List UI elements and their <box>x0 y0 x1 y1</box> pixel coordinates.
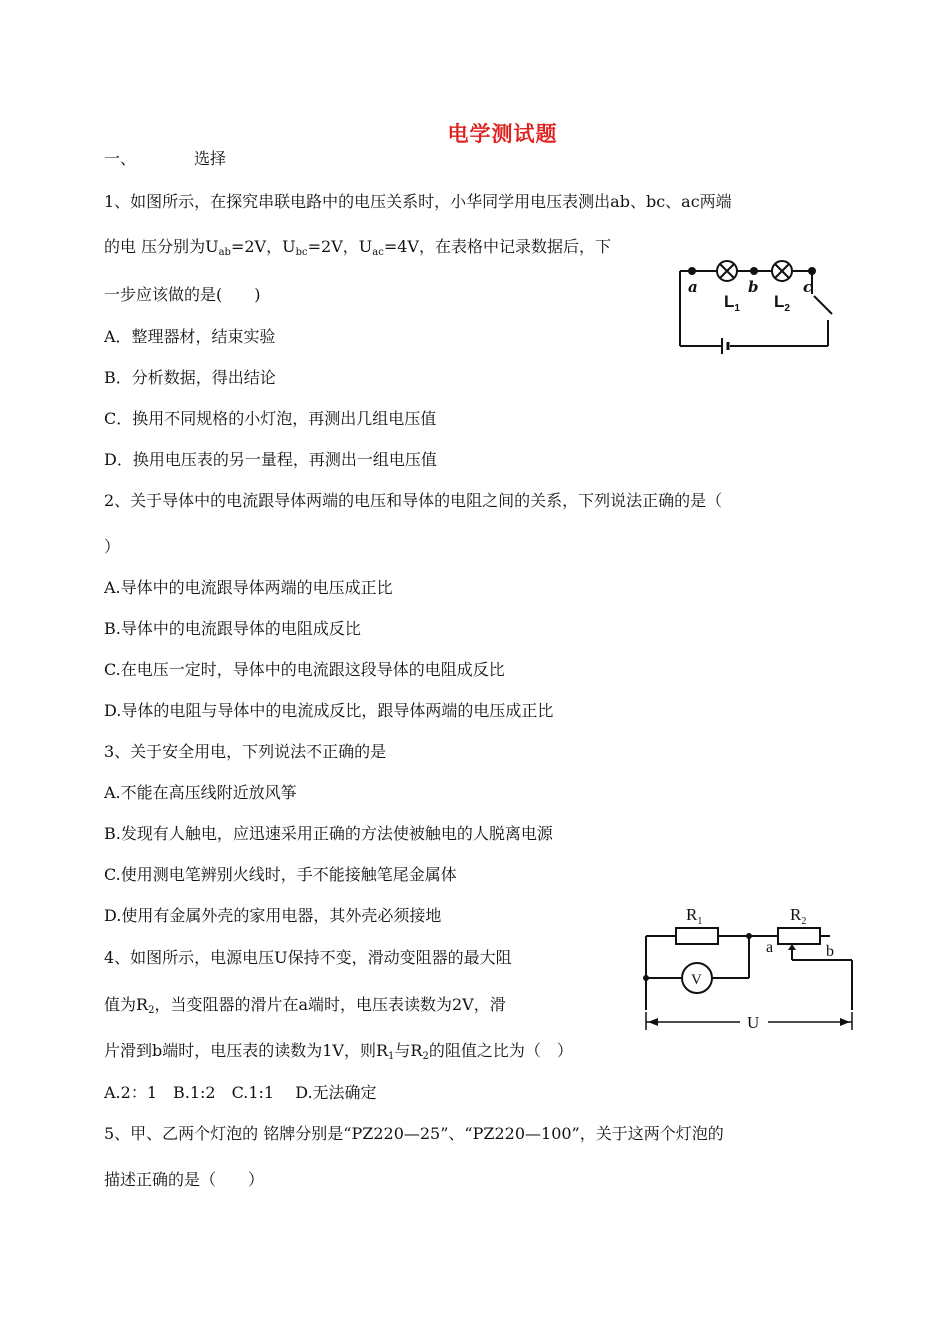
q1-stem-line2: 的电 压分别为$U_{ab}=2V$，$U_{bc}=2V$，$U_{ac}=4V$，在表格中记录数据后，下 <box>104 237 611 258</box>
q3-option-b: B.发现有人触电，应迅速采用正确的方法使被触电的人脱离电源 <box>104 824 553 843</box>
q5-stem-line2: 描述正确的是（ ） <box>104 1170 265 1189</box>
q4-stem-line1: 4、如图所示，电源电压U保持不变，滑动变阻器的最大阻 <box>104 948 512 967</box>
q3-stem: 3、关于安全用电，下列说法不正确的是 <box>104 742 387 761</box>
q4-options: A.2：1 B.1:2 C.1:1 D.无法确定 <box>104 1083 377 1102</box>
label-b: b <box>826 943 834 960</box>
q4-stem-line3: 片滑到b端时，电压表的读数为1V，则$R_1$与$R_2$的阻值之比为（ ） <box>104 1041 573 1062</box>
q5-stem-line1: 5、甲、乙两个灯泡的 铭牌分别是“PZ220—25”、“PZ220—100”，关于这两个灯泡的 <box>104 1124 724 1143</box>
q4-circuit-diagram <box>640 898 860 1038</box>
voltmeter-label: V <box>691 972 702 988</box>
q1-stem-line3: 一步应该做的是( ) <box>104 285 261 304</box>
q1-circuit-diagram <box>672 258 840 354</box>
q4-stem-line2: 值为$R_2$，当变阻器的滑片在a端时，电压表读数为2V，滑 <box>104 995 506 1016</box>
q2-stem-line1: 2、关于导体中的电流跟导体两端的电压和导体的电阻之间的关系，下列说法正确的是（ <box>104 491 723 510</box>
q2-option-d: D.导体的电阻与导体中的电流成反比，跟导体两端的电压成正比 <box>104 701 554 720</box>
q2-option-c: C.在电压一定时，导体中的电流跟这段导体的电阻成反比 <box>104 660 505 679</box>
q1-option-c: C．换用不同规格的小灯泡，再测出几组电压值 <box>104 409 437 428</box>
section-number: 一、 <box>104 149 137 168</box>
q2-stem-line2: ） <box>104 537 121 556</box>
label-L2: $L_2$ <box>774 292 790 314</box>
label-b: b <box>748 278 759 296</box>
label-U: U <box>747 1013 760 1032</box>
label-a: a <box>688 278 698 296</box>
q1-option-b: B．分析数据，得出结论 <box>104 368 276 387</box>
q3-option-c: C.使用测电笔辨别火线时，手不能接触笔尾金属体 <box>104 865 457 884</box>
q1-stem-line1: 1、如图所示，在探究串联电路中的电压关系时，小华同学用电压表测出ab、bc、ac两端 <box>104 192 732 211</box>
label-c: c <box>803 278 813 296</box>
label-R2: $R_2$ <box>790 905 807 927</box>
label-L1: $L_1$ <box>724 292 740 314</box>
section-label: 选择 <box>194 149 227 168</box>
q1-option-d: D．换用电压表的另一量程，再测出一组电压值 <box>104 450 437 469</box>
q3-option-a: A.不能在高压线附近放风筝 <box>104 783 297 802</box>
q1-option-a: A．整理器材，结束实验 <box>104 327 276 346</box>
label-R1: $R_1$ <box>686 905 703 927</box>
label-a: a <box>766 939 774 956</box>
q2-option-a: A.导体中的电流跟导体两端的电压成正比 <box>104 578 393 597</box>
q3-option-d: D.使用有金属外壳的家用电器，其外壳必须接地 <box>104 906 442 925</box>
page-title: 电学测试题 <box>447 121 558 146</box>
q2-option-b: B.导体中的电流跟导体的电阻成反比 <box>104 619 361 638</box>
section-heading <box>104 148 226 170</box>
